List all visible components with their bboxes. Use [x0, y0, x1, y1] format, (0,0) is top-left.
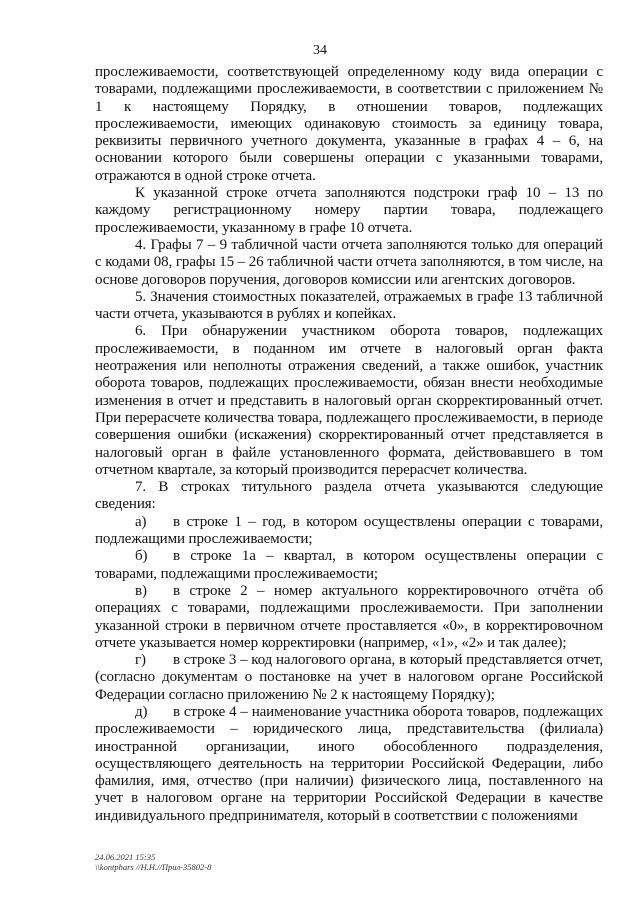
list-item-letter: а) [135, 513, 147, 530]
footer-timestamp: 24.06.2021 15:35 [95, 852, 156, 862]
list-item [95, 583, 603, 652]
paragraph-continuation: прослеживаемости, соответствующей определенному коду вида операции с товарами, подлежащими прослеживаемости, в соответствии с приложением № 1 к настоящему Порядку, в отношении товаров, подлежащих прослеживаемости, имеющих одинаковую стоимость за единицу товара, реквизиты первичного учетного документа, указанные в графах 4 – 6, на основании которого были совершены операции с указанными товарами, отражаются в одной строке отчета. [95, 64, 603, 184]
list-item-text: в строке 1 – год, в котором осуществлены операции с товарами, подлежащими прослеживаемости; [95, 513, 603, 548]
document-body [95, 64, 603, 825]
list-item-letter: в) [135, 582, 147, 599]
paragraph-item-4: 4. Графы 7 – 9 табличной части отчета заполняются только для операций с кодами 08, графы 15 – 26 табличной части отчета заполняются, в том числе, на основе договоров поручения, договоров комиссии или агентских договоров. [95, 236, 603, 288]
list-item [95, 704, 603, 825]
list-item-letter: г) [135, 652, 146, 669]
list-item-letter: д) [135, 703, 148, 720]
page-number: 34 [313, 43, 327, 58]
paragraph-item-7: 7. В строках титульного раздела отчета указываются следующие сведения: [95, 479, 603, 513]
list-item [95, 514, 603, 549]
list-item-text: в строке 4 – наименование участника оборота товаров, подлежащих прослеживаемости – юридического лица, представительства (филиала) иностранной организации, иного обособленного подразделения, осуществляющего деятельность на территории Российской Федерации, либо фамилия, имя, отчество (при наличии) физического лица, поставленного на учет в налоговом органе на территории Российской Федерации в качестве индивидуального предпринимателя, который в соответствии с положениями [95, 703, 603, 824]
paragraph-item-6: 6. При обнаружении участником оборота товаров, подлежащих прослеживаемости, в поданном им отчете в налоговый орган факта неотражения или неполноты отражения сведений, а также ошибок, участник оборота товаров, подлежащих прослеживаемости, обязан внести необходимые изменения в отчет и представить в налоговый орган скорректированный отчет. При перерасчете количества товара, подлежащего прослеживаемости, в периоде совершения ошибки (искажения) скорректированный отчет представляется в налоговый орган в файле установленного формата, действовавшего в том отчетном квартале, за который производится перерасчет количества. [95, 323, 603, 478]
footer-file-path: \\kontphars //Н.Н.//Прил-35802-8 [95, 862, 212, 872]
list-item-text: в строке 1а – квартал, в котором осуществлены операции с товарами, подлежащими прослеживаемости; [95, 548, 603, 582]
list-item-text: в строке 2 – номер актуального корректировочного отчёта об операциях с товарами, подлежащими прослеживаемости. При заполнении указанной строки в первичном отчете проставляется «0», в корректировочном отчете указывается номер корректировки (например, «1», «2» и так далее); [95, 582, 603, 651]
list-item [95, 548, 603, 583]
document-footer [95, 852, 211, 872]
list-item-letter: б) [135, 548, 148, 565]
paragraph-subrows: К указанной строке отчета заполняются подстроки граф 10 – 13 по каждому регистрационному номеру партии товара, подлежащего прослеживаемости, указанному в графе 10 отчета. [95, 185, 603, 236]
list-item-text: в строке 3 – код налогового органа, в который представляется отчет, (согласно документам о постановке на учет в налоговом органе Российской Федерации согласно приложению № 2 к настоящему Порядку); [95, 652, 603, 703]
paragraph-item-5: 5. Значения стоимостных показателей, отражаемых в графе 13 табличной части отчета, указываются в рублях и копейках. [95, 288, 603, 323]
list-item [95, 652, 603, 704]
